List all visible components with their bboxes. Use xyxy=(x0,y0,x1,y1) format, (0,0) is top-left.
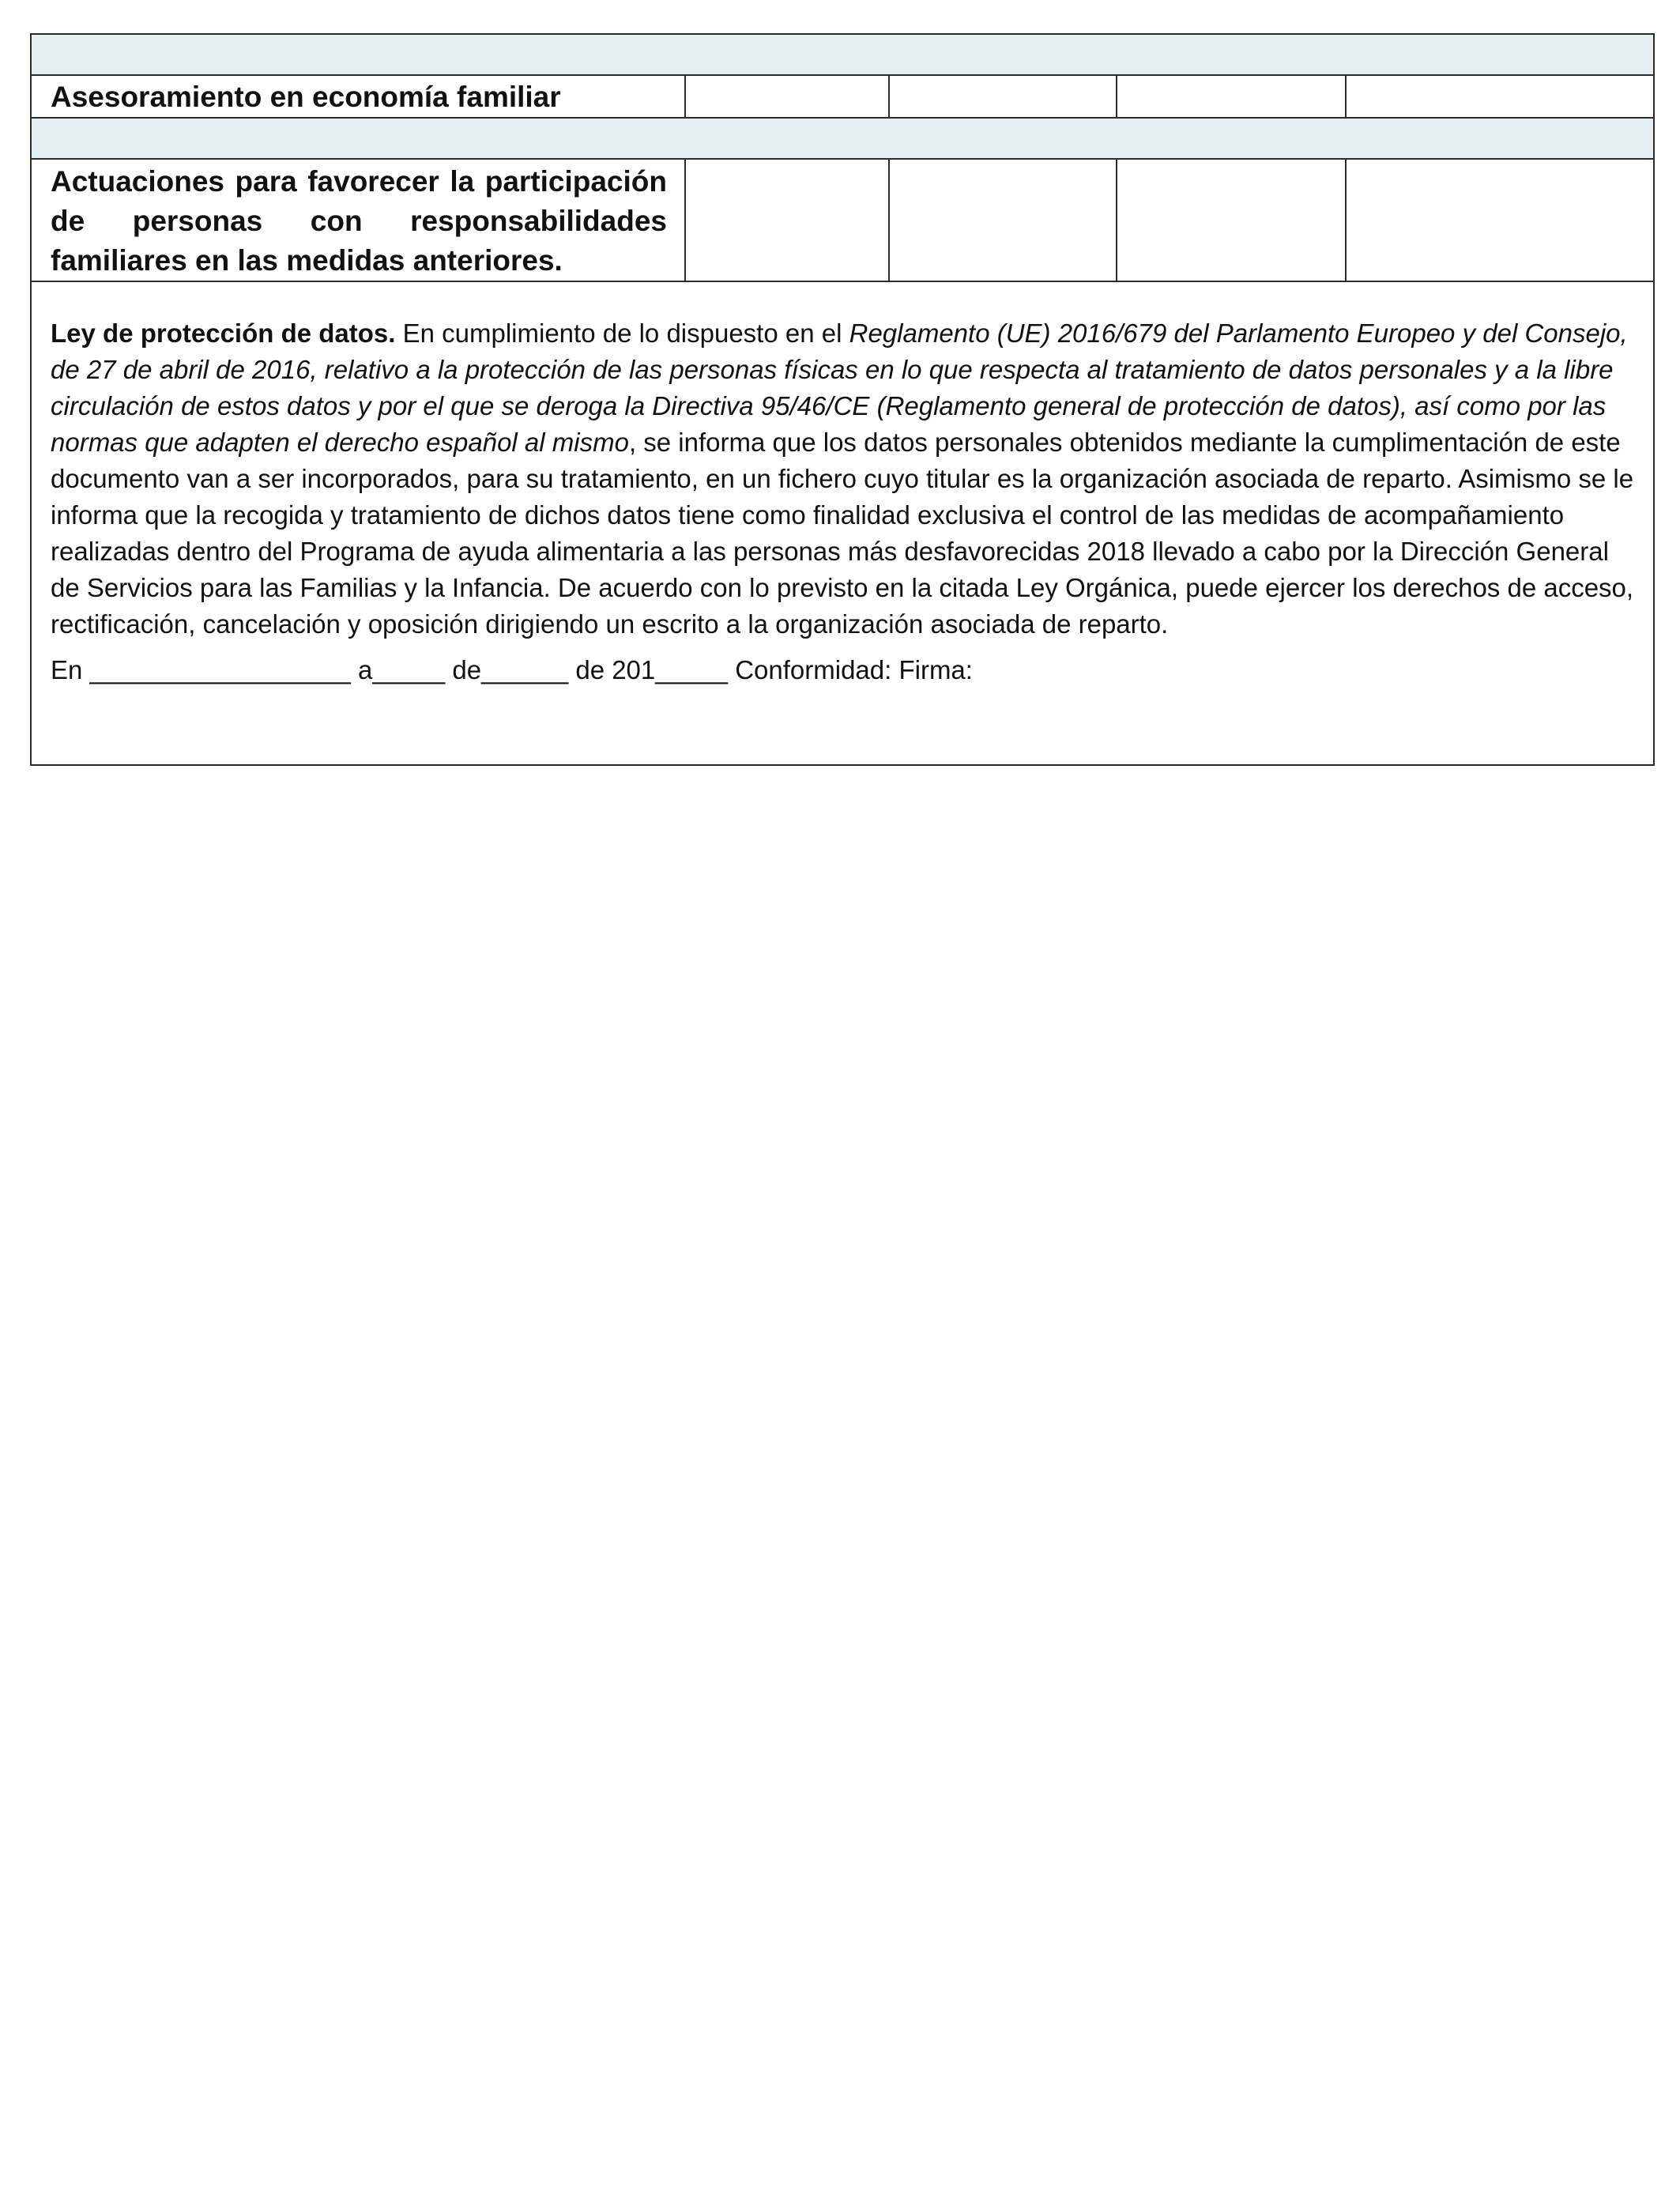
blank-cell[interactable] xyxy=(685,159,889,281)
blank-cell[interactable] xyxy=(889,75,1117,118)
table-shaded-row xyxy=(31,118,1654,159)
row-label: Actuaciones para favorecer la participación de personas con responsabilidades familiares en las medidas anteriores. xyxy=(31,159,685,281)
blank-cell[interactable] xyxy=(889,159,1117,281)
blank-cell[interactable] xyxy=(1117,159,1346,281)
measures-table xyxy=(30,33,1655,766)
table-row xyxy=(31,159,1654,281)
blank-cell[interactable] xyxy=(1346,159,1654,281)
blank-cell[interactable] xyxy=(1117,75,1346,118)
shaded-cell xyxy=(31,118,1654,159)
notice-title: Ley de protección de datos. xyxy=(51,319,396,348)
signature-line[interactable]: En __________________ a_____ de______ de 201_____ Conformidad: Firma: xyxy=(51,655,973,684)
notice-intro: En cumplimiento de lo dispuesto en el xyxy=(395,319,849,348)
table-shaded-row xyxy=(31,34,1654,75)
notice-body: , se informa que los datos personales obtenidos mediante la cumplimentación de este documento van a ser incorporados, para su tratamiento, en un fichero cuyo titular es la organización asociada de reparto. Asimismo se le informa que la recogida y tratamiento de dichos datos tiene como finalidad exclusiva el control de las medidas de acompañamiento realizadas dentro del Programa de ayuda alimentaria a las personas más desfavorecidas 2018 llevado a cabo por la Dirección General de Servicios para las Familias y la Infancia. De acuerdo con lo previsto en la citada Ley Orgánica, puede ejercer los derechos de acceso, rectificación, cancelación y oposición dirigiendo un escrito a la organización asociada de reparto. xyxy=(51,428,1634,639)
blank-cell[interactable] xyxy=(1346,75,1654,118)
data-protection-notice xyxy=(31,281,1654,765)
row-label: Asesoramiento en economía familiar xyxy=(31,75,685,118)
regulation-reference: Reglamento (UE) 2016/679 del Parlamento Europeo y del Consejo, de 27 de abril de 2016, relativo a la protección de las personas físicas en lo que respecta al tratamiento de datos personales y a la libre circulación de estos datos y por el que se deroga la Directiva 95/46/CE (Reglamento general de protección de datos), así como por las normas que adapten el derecho español al mismo xyxy=(51,319,1628,457)
shaded-cell xyxy=(31,34,1654,75)
notice-paragraph xyxy=(51,315,1634,643)
notice-row xyxy=(31,281,1654,765)
table-row xyxy=(31,75,1654,118)
blank-cell[interactable] xyxy=(685,75,889,118)
